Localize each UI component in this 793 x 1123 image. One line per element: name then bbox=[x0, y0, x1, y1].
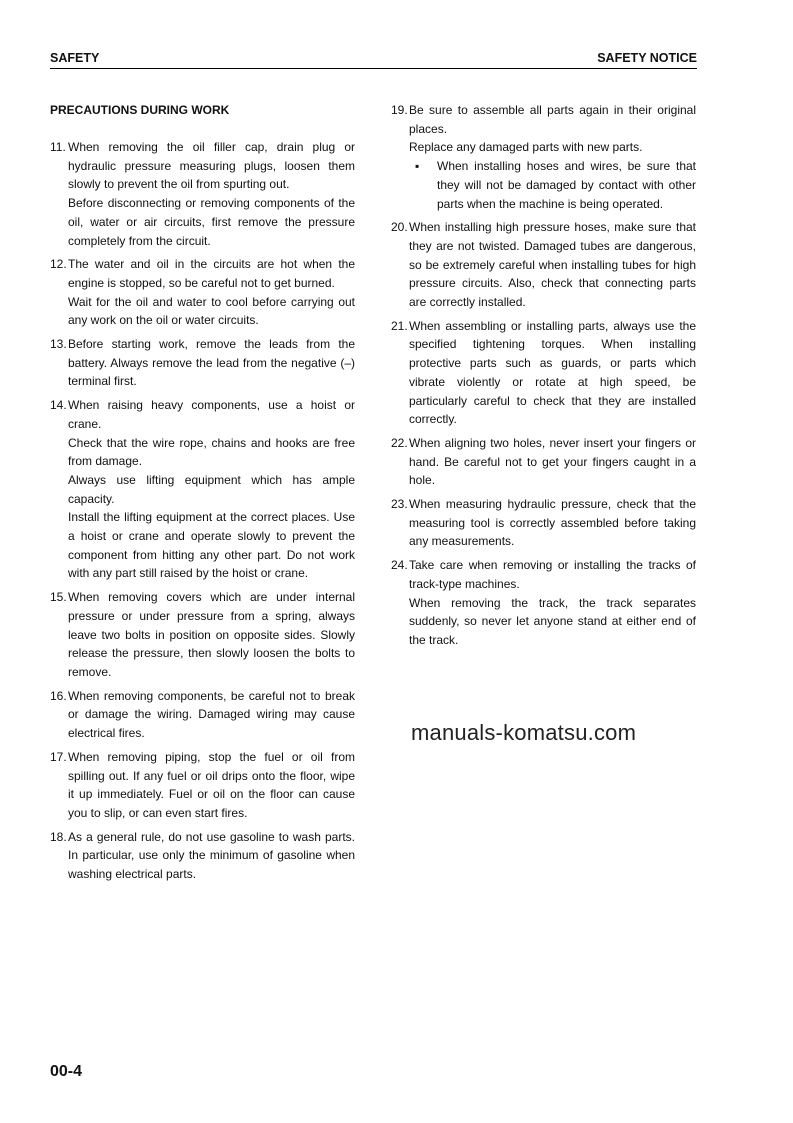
item-number: 14. bbox=[50, 398, 67, 413]
item-paragraph: Wait for the oil and water to cool before carrying out any work on the oil or water circuits. bbox=[68, 294, 355, 328]
item-number: 24. bbox=[391, 558, 408, 573]
list-item bbox=[50, 687, 355, 743]
item-number: 18. bbox=[50, 829, 67, 844]
list-item bbox=[50, 396, 355, 583]
item-number: 19. bbox=[391, 103, 408, 117]
item-paragraph: When installing high pressure hoses, make sure that they are not twisted. Damaged tubes are dangerous, so be extremely careful when installing tubes for high pressure circuits. Also, check that connecting parts are correctly installed. bbox=[409, 220, 696, 310]
item-number: 17. bbox=[50, 749, 67, 764]
item-number: 21. bbox=[391, 318, 408, 333]
item-paragraph: The water and oil in the circuits are hot when the engine is stopped, so be careful not to get burned. bbox=[68, 257, 355, 290]
list-item bbox=[391, 495, 696, 551]
item-paragraph: Before disconnecting or removing components of the oil, water or air circuits, first remove the pressure completely from the circuit. bbox=[68, 196, 355, 248]
bullet-text: When installing hoses and wires, be sure that they will not be damaged by contact with other parts when the machine is being operated. bbox=[437, 159, 696, 211]
list-item bbox=[391, 317, 696, 429]
page-header bbox=[50, 50, 697, 69]
item-paragraph: When removing components, be careful not to break or damage the wiring. Damaged wiring may cause electrical fires. bbox=[68, 688, 355, 741]
list-item bbox=[50, 255, 355, 330]
list-item bbox=[50, 138, 355, 250]
item-number: 22. bbox=[391, 435, 408, 450]
item-number: 15. bbox=[50, 590, 67, 605]
header-right: SAFETY NOTICE bbox=[597, 51, 697, 65]
item-paragraph: When aligning two holes, never insert your fingers or hand. Be careful not to get your fingers caught in a hole. bbox=[409, 435, 696, 488]
item-paragraph: Before starting work, remove the leads from the battery. Always remove the lead from the negative (–) terminal first. bbox=[68, 337, 355, 389]
watermark: manuals-komatsu.com bbox=[411, 720, 637, 745]
header-left: SAFETY bbox=[50, 51, 100, 65]
item-paragraph: When removing the oil filler cap, drain plug or hydraulic pressure measuring plugs, loosen them slowly to prevent the oil from spurting out. bbox=[68, 140, 355, 192]
item-number: 23. bbox=[391, 497, 408, 512]
right-column bbox=[391, 101, 696, 655]
item-paragraph: Take care when removing or installing the tracks of track-type machines. bbox=[409, 558, 696, 591]
left-column bbox=[50, 138, 355, 889]
page-number: 00-4 bbox=[50, 1063, 83, 1080]
item-paragraph: When measuring hydraulic pressure, check that the measuring tool is correctly assembled before taking any measurements. bbox=[409, 497, 696, 549]
item-paragraph: Check that the wire rope, chains and hooks are free from damage. bbox=[68, 435, 355, 469]
item-number: 20. bbox=[391, 220, 408, 235]
list-item bbox=[391, 434, 696, 490]
item-number: 11. bbox=[50, 140, 66, 154]
item-number: 13. bbox=[50, 337, 67, 352]
bullet-icon: ▪ bbox=[415, 159, 420, 174]
list-item bbox=[50, 828, 355, 884]
item-number: 16. bbox=[50, 688, 67, 703]
item-paragraph: When removing piping, stop the fuel or oil from spilling out. If any fuel or oil drips onto the floor, wipe it up immediately. Fuel or oil on the floor can cause you to slip, or can even start fires. bbox=[68, 749, 355, 820]
list-item bbox=[391, 556, 696, 650]
item-paragraph: When assembling or installing parts, always use the specified tightening torques. When installing protective parts such as guards, or parts which vibrate violently or rotate at high speed, be particularly careful to check that they are installed correctly. bbox=[409, 318, 696, 427]
item-paragraph: Replace any damaged parts with new parts. bbox=[409, 140, 643, 155]
list-item bbox=[50, 588, 355, 682]
item-paragraph: When removing covers which are under internal pressure or under pressure from a spring, always leave two bolts in position on opposite sides. Slowly release the pressure, then slowly loosen the bolts to remove. bbox=[68, 590, 355, 679]
item-paragraph: Install the lifting equipment at the correct places. Use a hoist or crane and operate slowly to prevent the component from hitting any other part. Do not work with any part still raised by the hoist or crane. bbox=[68, 510, 355, 581]
item-paragraph: When raising heavy components, use a hoist or crane. bbox=[68, 398, 355, 431]
item-paragraph: Always use lifting equipment which has ample capacity. bbox=[68, 472, 355, 506]
section-title: PRECAUTIONS DURING WORK bbox=[50, 103, 230, 117]
bullet-item bbox=[409, 157, 696, 213]
item-paragraph: When removing the track, the track separates suddenly, so never let anyone stand at either end of the track. bbox=[409, 595, 696, 647]
list-item bbox=[50, 748, 355, 823]
item-number: 12. bbox=[50, 257, 67, 272]
list-item bbox=[50, 335, 355, 391]
item-paragraph: Be sure to assemble all parts again in their original places. bbox=[409, 103, 696, 136]
list-item bbox=[391, 101, 696, 213]
item-paragraph: As a general rule, do not use gasoline to wash parts. In particular, use only the minimum of gasoline when washing electrical parts. bbox=[68, 829, 355, 882]
list-item bbox=[391, 218, 696, 312]
